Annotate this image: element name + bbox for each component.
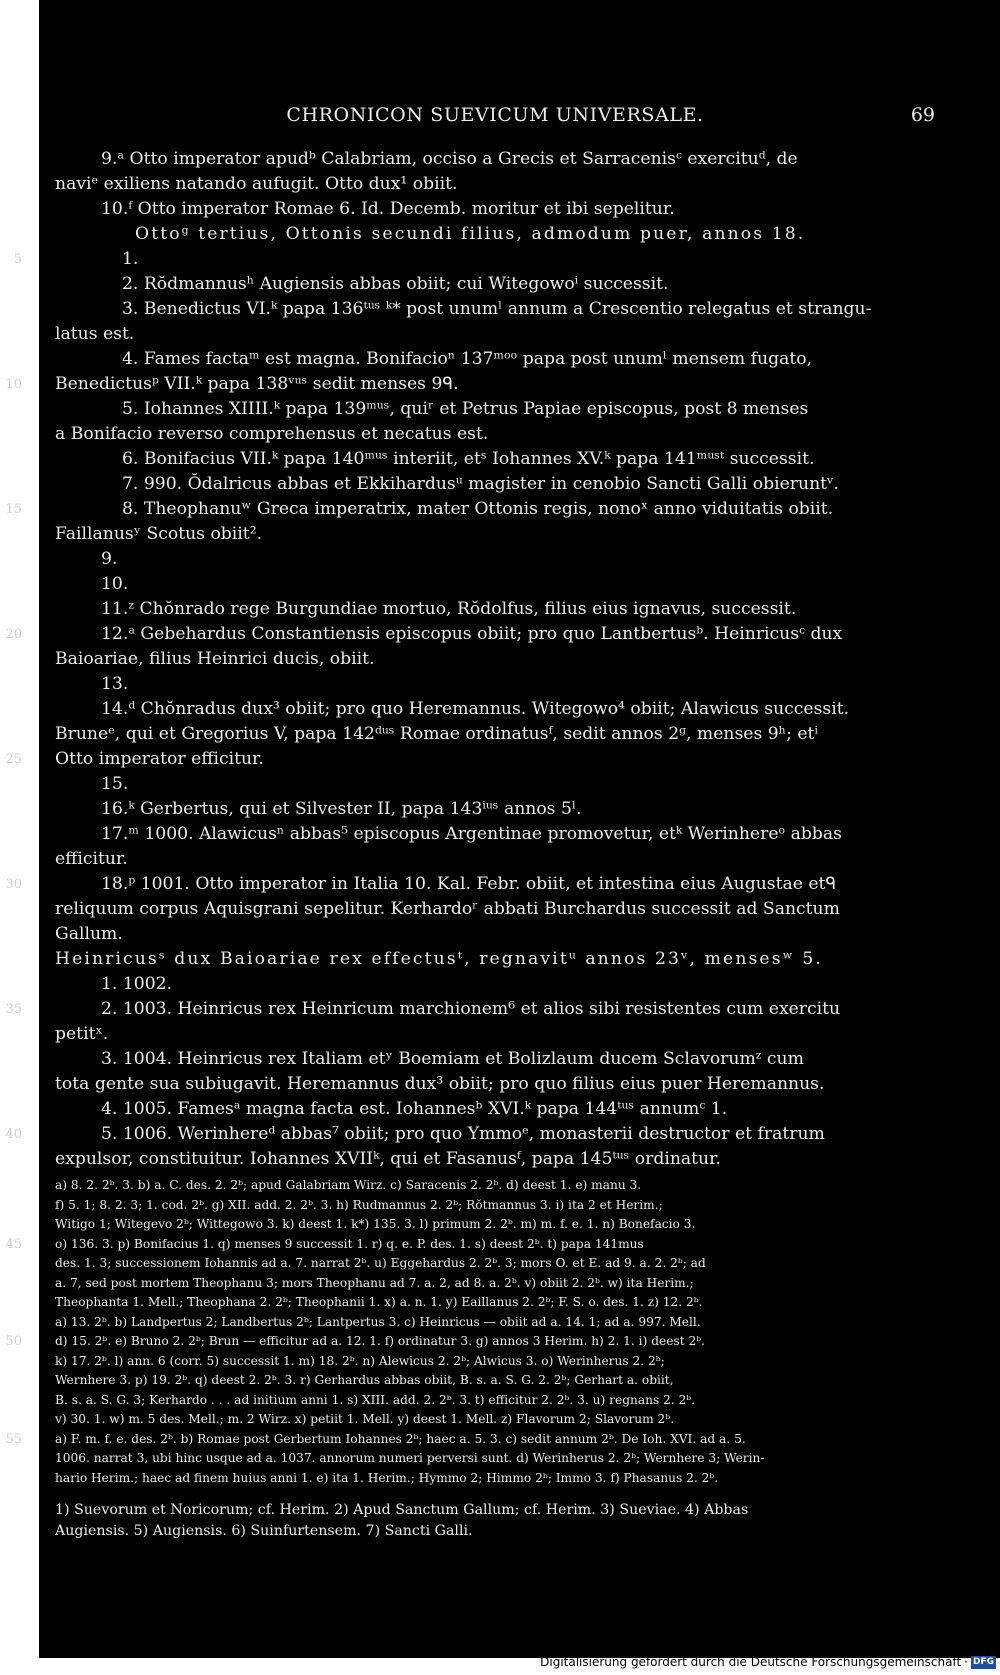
line-text: a. 7, sed post mortem Theophanu 3; mors Theophanu ad 7. a. 2, ad 8. a. 2ᵇ. v) obiit 2. 2ᵇ. w) ita Herim.; bbox=[55, 1275, 694, 1290]
line-text: 6. Bonifacius VII.ᵏ papa 140ᵐᵘˢ interiit, etˢ Iohannes XV.ᵏ papa 141ᵐᵘˢᵗ successit. bbox=[122, 449, 815, 469]
line-text: 17.ᵐ 1000. Alawicusⁿ abbas⁵ episcopus Argentinae promovetur, etᵏ Werinhereᵒ abbas bbox=[101, 824, 842, 844]
line-text: 10.ᶠ Otto imperator Romae 6. Id. Decemb. moritur et ibi sepelitur. bbox=[101, 199, 675, 219]
line-text: expulsor, constituitur. Iohannes XVIIᵏ, qui et Fasanusᶠ, papa 145ᵗᵘˢ ordinatur. bbox=[55, 1149, 721, 1169]
line-text: a) F. m. f. e. des. 2ᵇ. b) Romae post Gerbertum Iohannes 2ᵇ; haec a. 5. 3. c) sedit annum 2ᵇ. De Ioh. XVI. ad a. 5. bbox=[55, 1431, 746, 1446]
apparatus-line bbox=[55, 1176, 935, 1196]
line-number: 10 bbox=[5, 377, 22, 392]
text-line bbox=[55, 422, 935, 447]
text-line bbox=[55, 1022, 935, 1047]
text-line bbox=[55, 722, 935, 747]
text-line bbox=[55, 147, 935, 172]
text-line bbox=[55, 1097, 935, 1122]
text-line bbox=[55, 1047, 935, 1072]
line-text: Heinricusˢ dux Baioariae rex effectusᵗ, regnavitᵘ annos 23ᵛ, mensesʷ 5. bbox=[55, 949, 823, 969]
text-line bbox=[55, 672, 935, 697]
line-text: Benedictusᵖ VII.ᵏ papa 138ᵛᵘˢ sedit menses 9ᑫ. bbox=[55, 374, 459, 394]
apparatus-line bbox=[55, 1352, 935, 1372]
apparatus-line bbox=[55, 1313, 935, 1333]
line-text: petitˣ. bbox=[55, 1024, 109, 1044]
line-text: 1006. narrat 3, ubi hinc usque ad a. 1037. annorum numeri perversi sunt. d) Werinherus 2. 2ᵇ; Wernhere 3; Werin- bbox=[55, 1451, 765, 1465]
line-text: Bruneᵉ, qui et Gregorius V, papa 142ᵈᵘˢ Romae ordinatusᶠ, sedit annos 2ᵍ, menses 9ʰ; etⁱ bbox=[55, 724, 818, 744]
line-text: Wernhere 3. p) 19. 2ᵇ. q) deest 2. 2ᵇ. 3. r) Gerhardus abbas obiit, B. s. a. S. G. 2. 2ᵇ; Gerhart a. obiit, bbox=[55, 1373, 674, 1387]
line-text: reliquum corpus Aquisgrani sepelitur. Kerhardoʳ abbati Burchardus successit ad Sanctum bbox=[55, 899, 840, 919]
line-text: 7. 990. Ŏdalricus abbas et Ekkihardusᵘ magister in cenobio Sancti Galli obieruntᵛ. bbox=[122, 474, 839, 494]
text-line bbox=[55, 597, 935, 622]
line-number: 50 bbox=[5, 1334, 22, 1349]
line-number: 20 bbox=[5, 627, 22, 642]
line-text: d) 15. 2ᵇ. e) Bruno 2. 2ᵇ; Brun — efficitur ad a. 12. 1. f) ordinatur 3. g) annos 3 Herim. h) 2. 1. i) deest 2ᵇ. bbox=[55, 1334, 705, 1348]
line-text: Theophanta 1. Mell.; Theophana 2. 2ᵇ; Theophanii 1. x) a. n. 1. y) Eaillanus 2. 2ᵇ; F. S. o. des. 1. z) 12. 2ᵇ. bbox=[55, 1295, 703, 1309]
text-line bbox=[55, 1147, 935, 1172]
line-text: k) 17. 2ᵇ. l) ann. 6 (corr. 5) successit 1. m) 18. 2ᵇ. n) Alewicus 2. 2ᵇ; Alwicus 3. o) Werinherus 2. 2ᵇ; bbox=[55, 1353, 665, 1368]
line-number: 45 bbox=[5, 1236, 22, 1252]
line-text: efficitur. bbox=[55, 849, 128, 869]
line-text: 9.ᵃ Otto imperator apudᵇ Calabriam, occiso a Grecis et Sarracenisᶜ exercituᵈ, de bbox=[101, 149, 798, 169]
line-text: Faillanusʸ Scotus obiit². bbox=[55, 524, 263, 544]
line-text: 8. Theophanuʷ Greca imperatrix, mater Ottonis regis, nonoˣ anno viduitatis obiit. bbox=[122, 499, 834, 519]
text-line bbox=[55, 922, 935, 947]
line-text: 5. Iohannes XIIII.ᵏ papa 139ᵐᵘˢ, quiʳ et Petrus Papiae episcopus, post 8 menses bbox=[122, 399, 809, 419]
text-line bbox=[55, 897, 935, 922]
text-line bbox=[5, 497, 935, 522]
line-text: Otto imperator efficitur. bbox=[55, 749, 264, 769]
text-line bbox=[55, 197, 935, 222]
text-line bbox=[55, 472, 935, 497]
critical-apparatus bbox=[5, 1176, 935, 1488]
dfg-logo: DFG bbox=[972, 1656, 994, 1667]
apparatus-line bbox=[55, 1449, 935, 1469]
line-text: latus est. bbox=[55, 324, 135, 344]
line-number: 25 bbox=[5, 752, 22, 767]
text-line bbox=[5, 622, 935, 647]
text-line bbox=[55, 172, 935, 197]
line-text: Baioariae, filius Heinrici ducis, obiit. bbox=[55, 649, 375, 669]
line-text: B. s. a. S. G. 3; Kerhardo . . . ad initium anni 1. s) XIII. add. 2. 2ᵇ. 3. t) efficitur 2. 2ᵇ. 3. u) regnans 2. 2ᵇ. bbox=[55, 1392, 696, 1407]
document-page bbox=[5, 0, 945, 1658]
footnote-line: 1) Suevorum et Noricorum; cf. Herim. 2) Apud Sanctum Gallum; cf. Herim. 3) Sueviae. 4) Abbas bbox=[55, 1502, 749, 1518]
text-line bbox=[55, 522, 935, 547]
line-text: hario Herim.; haec ad finem huius anni 1. e) ita 1. Herim.; Hymmo 2; Himmo 2ᵇ; Immo 3. f) Phasanus 2. 2ᵇ. bbox=[55, 1470, 719, 1485]
line-text: 3. Benedictus VI.ᵏ papa 136ᵗᵘˢ ᵏ* post unumˡ annum a Crescentio relegatus et strangu- bbox=[122, 299, 872, 319]
apparatus-line bbox=[55, 1254, 935, 1274]
line-text: des. 1. 3; successionem Iohannis ad a. 7. narrat 2ᵇ. u) Eggehardus 2. 2ᵇ. 3; mors O. et E. ad 9. a. 2. 2ᵇ; ad bbox=[55, 1256, 706, 1270]
line-number: 30 bbox=[5, 877, 22, 892]
line-text: a Bonifacio reverso comprehensus et necatus est. bbox=[55, 424, 489, 444]
text-line bbox=[5, 872, 935, 897]
digitization-credit: Digitalisierung gefördert durch die Deutsche Forschungsgemeinschaft · DFG bbox=[540, 1655, 994, 1669]
footnote-line: Augiensis. 5) Augiensis. 6) Suinfurtensem. 7) Sancti Galli. bbox=[55, 1523, 473, 1539]
line-text: 18.ᵖ 1001. Otto imperator in Italia 10. Kal. Febr. obiit, et intestina eius Augustae etᑫ bbox=[101, 874, 837, 894]
text-line bbox=[55, 797, 935, 822]
line-text: 12.ᵃ Gebehardus Constantiensis episcopus obiit; pro quo Lantbertusᵇ. Heinricusᶜ dux bbox=[101, 624, 843, 644]
running-header bbox=[55, 104, 935, 130]
line-text: 9. bbox=[101, 549, 118, 569]
line-text: 2. 1003. Heinricus rex Heinricum marchionem⁶ et alios sibi resistentes cum exercitu bbox=[101, 999, 841, 1019]
line-text: 5. 1006. Werinhereᵈ abbas⁷ obiit; pro quo Ymmoᵉ, monasterii destructor et fratrum bbox=[101, 1124, 825, 1144]
line-text: 4. Fames factaᵐ est magna. Bonifacioⁿ 137ᵐᵒᵒ papa post unumˡ mensem fugato, bbox=[122, 349, 813, 369]
line-text: 3. 1004. Heinricus rex Italiam etʸ Boemiam et Bolizlaum ducem Sclavorumᶻ cum bbox=[101, 1049, 804, 1069]
text-line bbox=[55, 772, 935, 797]
text-line bbox=[5, 372, 935, 397]
text-line bbox=[55, 272, 935, 297]
line-text: 4. 1005. Famesᵃ magna facta est. Iohannesᵇ XVI.ᵏ papa 144ᵗᵘˢ annumᶜ 1. bbox=[101, 1099, 728, 1119]
line-text: a) 8. 2. 2ᵇ. 3. b) a. C. des. 2. 2ᵇ; apud Galabriam Wirz. c) Saracenis 2. 2ᵇ. d) deest 1. e) manu 3. bbox=[55, 1178, 642, 1192]
footnotes bbox=[55, 1500, 935, 1542]
text-line bbox=[55, 222, 935, 247]
line-text: 16.ᵏ Gerbertus, qui et Silvester II, papa 143ⁱᵘˢ annos 5ˡ. bbox=[101, 799, 582, 819]
text-line bbox=[13, 247, 935, 272]
line-text: 2. Rŏdmannusʰ Augiensis abbas obiit; cui Witegowoⁱ successit. bbox=[122, 274, 669, 294]
line-number: 40 bbox=[5, 1127, 22, 1142]
line-text: naviᵉ exiliens natando aufugit. Otto dux¹ obiit. bbox=[55, 174, 458, 194]
text-line bbox=[55, 297, 935, 322]
line-text: 10. bbox=[101, 574, 129, 594]
text-line bbox=[55, 972, 935, 997]
line-text: 15. bbox=[101, 774, 129, 794]
line-number: 15 bbox=[5, 502, 22, 517]
apparatus-line bbox=[5, 1430, 935, 1450]
line-text: o) 136. 3. p) Bonifacius 1. q) menses 9 successit 1. r) q. e. P. des. 1. s) deest 2ᵇ. t) papa 141mus bbox=[55, 1236, 644, 1251]
page-title: CHRONICON SUEVICUM UNIVERSALE. bbox=[286, 104, 704, 126]
apparatus-line bbox=[55, 1293, 935, 1313]
text-line bbox=[55, 447, 935, 472]
text-line bbox=[55, 347, 935, 372]
text-line bbox=[55, 322, 935, 347]
text-line bbox=[5, 997, 935, 1022]
main-text bbox=[5, 147, 935, 1172]
line-text: Ottoᵍ tertius, Ottonis secundi filius, admodum puer, annos 18. bbox=[135, 224, 806, 244]
apparatus-line bbox=[55, 1391, 935, 1411]
credit-text: Digitalisierung gefördert durch die Deutsche Forschungsgemeinschaft bbox=[540, 1655, 962, 1669]
line-text: 13. bbox=[101, 674, 129, 694]
text-line bbox=[55, 647, 935, 672]
line-text: tota gente sua subiugavit. Heremannus dux³ obiit; pro quo filius eius puer Heremannus. bbox=[55, 1074, 825, 1094]
apparatus-line bbox=[55, 1410, 935, 1430]
text-line bbox=[55, 1072, 935, 1097]
line-text: 1. bbox=[122, 249, 139, 269]
text-line bbox=[55, 547, 935, 572]
text-line bbox=[5, 1122, 935, 1147]
text-line bbox=[55, 947, 935, 972]
line-text: v) 30. 1. w) m. 5 des. Mell.; m. 2 Wirz. x) petiit 1. Mell. y) deest 1. Mell. z) Flavorum 2; Slavorum 2ᵇ. bbox=[55, 1412, 675, 1426]
apparatus-line bbox=[55, 1274, 935, 1294]
line-text: f) 5. 1; 8. 2. 3; 1. cod. 2ᵇ. g) XII. add. 2. 2ᵇ. 3. h) Rudmannus 2. 2ᵇ; Rŏtmannus 3. i) ita 2 et Herim.; bbox=[55, 1197, 663, 1212]
line-text: 1. 1002. bbox=[101, 974, 173, 994]
text-line bbox=[55, 822, 935, 847]
line-text: Gallum. bbox=[55, 924, 123, 944]
apparatus-line bbox=[55, 1469, 935, 1489]
text-line bbox=[55, 847, 935, 872]
line-number: 5 bbox=[13, 252, 22, 267]
apparatus-line bbox=[5, 1235, 935, 1255]
line-text: a) 13. 2ᵇ. b) Landpertus 2; Landbertus 2ᵇ; Lantpertus 3. c) Heinricus — obiit ad a. 14. 1; ad a. 997. Mell. bbox=[55, 1314, 701, 1329]
page-number: 69 bbox=[910, 104, 935, 126]
apparatus-line bbox=[55, 1196, 935, 1216]
text-line bbox=[55, 572, 935, 597]
line-number: 55 bbox=[5, 1431, 22, 1447]
text-line bbox=[55, 397, 935, 422]
text-line bbox=[55, 697, 935, 722]
text-line bbox=[5, 747, 935, 772]
line-text: Witigo 1; Witegevo 2ᵇ; Wittegowo 3. k) deest 1. k*) 135. 3. l) primum 2. 2ᵇ. m) m. f. e. 1. n) Bonefacio 3. bbox=[55, 1217, 696, 1231]
line-text: 14.ᵈ Chŏnradus dux³ obiit; pro quo Heremannus. Witegowo⁴ obiit; Alawicus successit. bbox=[101, 699, 850, 719]
apparatus-line bbox=[5, 1332, 935, 1352]
line-text: 11.ᶻ Chŏnrado rege Burgundiae mortuo, Rŏdolfus, filius eius ignavus, successit. bbox=[101, 599, 797, 619]
apparatus-line bbox=[55, 1371, 935, 1391]
apparatus-line bbox=[55, 1215, 935, 1235]
line-number: 35 bbox=[5, 1002, 22, 1017]
